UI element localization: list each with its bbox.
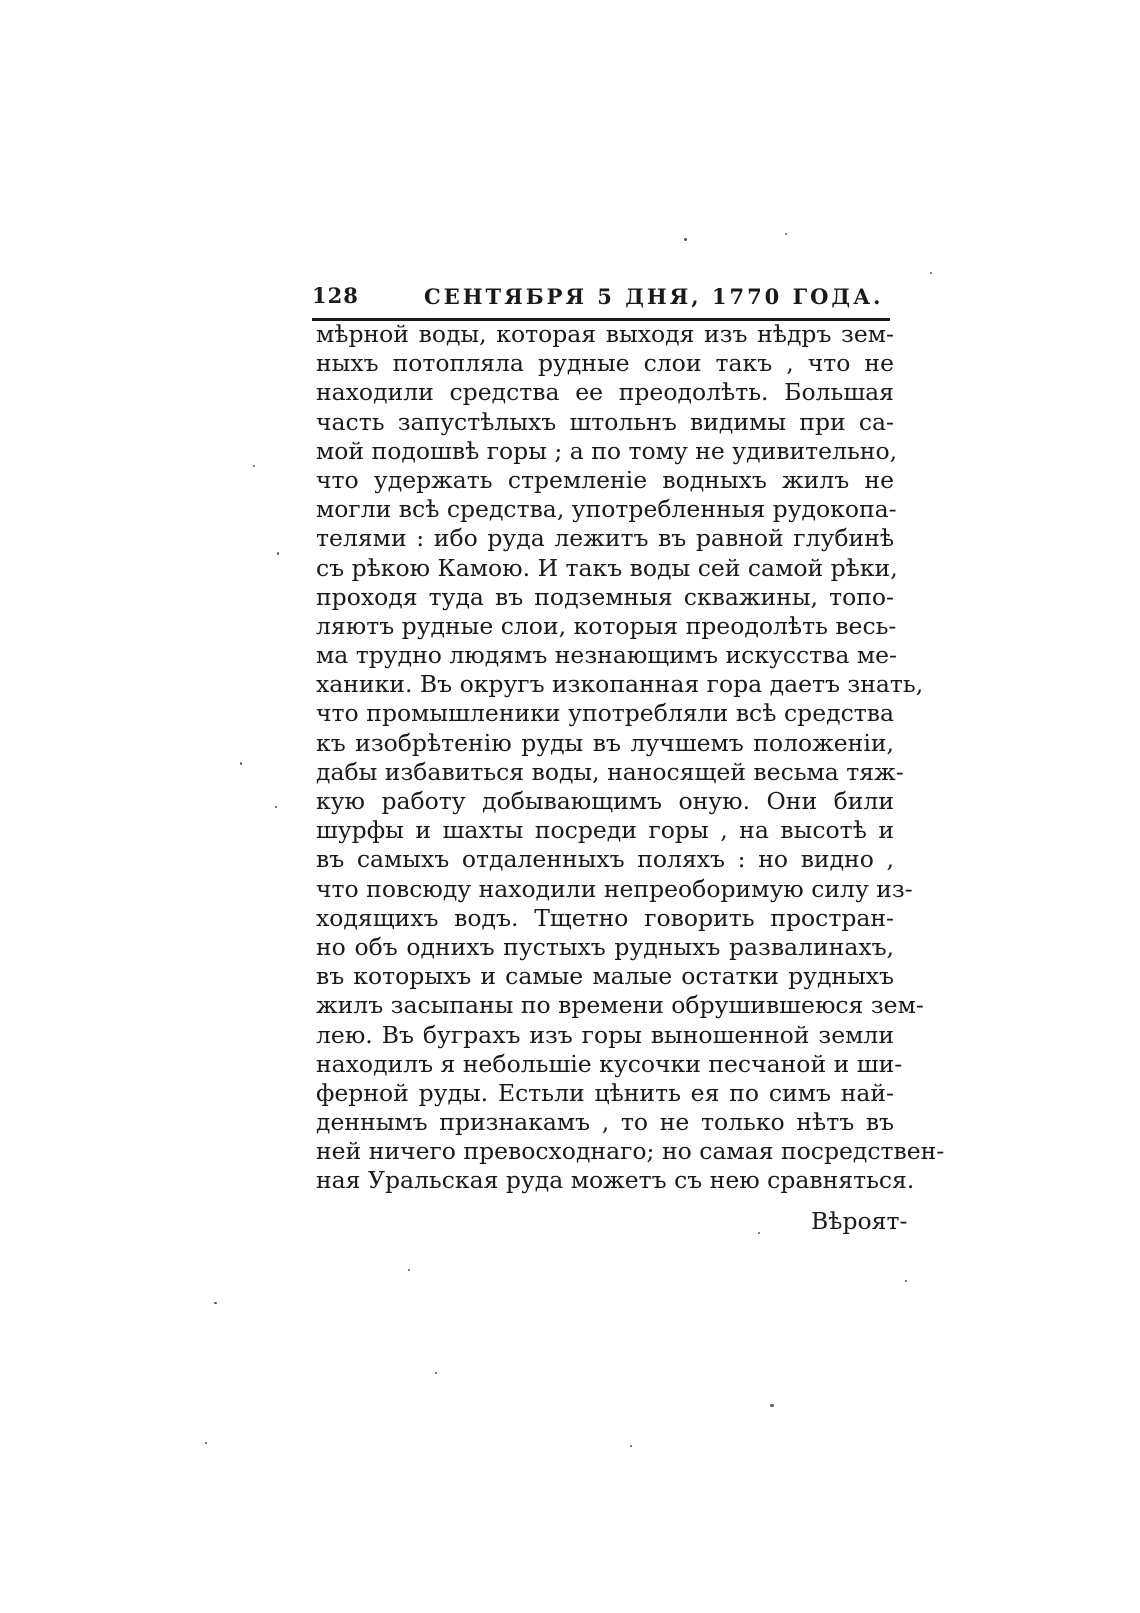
- scan-speck: [684, 238, 687, 241]
- text-line: ныхъ потопляла рудные слои такъ , что не: [316, 349, 894, 378]
- running-title: СЕНТЯБРЯ 5 ДНЯ, 1770 ГОДА.: [424, 284, 884, 309]
- text-line: что удержать стремленіе водныхъ жилъ не: [316, 465, 894, 494]
- scan-speck: [253, 465, 255, 467]
- scan-speck: [275, 806, 277, 808]
- scan-speck: [630, 1445, 632, 1447]
- text-line: ханики. Въ округъ изкопанная гора даетъ знать,: [316, 670, 924, 699]
- body-text: [316, 320, 945, 1196]
- text-line: находилъ я небольшіе кусочки песчаной и ши-: [316, 1049, 903, 1078]
- text-line: съ рѣкою Камою. И такъ воды сей самой рѣки,: [316, 553, 898, 582]
- scan-speck: [785, 233, 787, 235]
- text-line: ная Уральская руда можетъ съ нею сравняться.: [316, 1166, 915, 1195]
- scan-speck: [408, 1269, 410, 1271]
- text-line: лею. Въ буграхъ изъ горы выношенной земли: [316, 1020, 894, 1049]
- scan-speck: [758, 1232, 760, 1234]
- text-line: что повсюду находили непреоборимую силу из-: [316, 874, 913, 903]
- text-line: но объ однихъ пустыхъ рудныхъ развалинахъ,: [316, 932, 894, 961]
- text-line: ма трудно людямъ незнающимъ искусства ме-: [316, 641, 897, 670]
- scan-speck: [435, 1372, 437, 1374]
- text-line: жилъ засыпаны по времени обрушившеюся зем-: [316, 991, 924, 1020]
- text-line: ферной руды. Естьли цѣнить ея по симъ най-: [316, 1078, 894, 1107]
- text-line: ходящихъ водъ. Тщетно говорить простран-: [316, 903, 894, 932]
- text-line: въ самыхъ отдаленныхъ поляхъ : но видно ,: [316, 845, 894, 874]
- text-line: ней ничего превосходнаго; но самая посредствен-: [316, 1137, 945, 1166]
- catchword: Вѣроят-: [811, 1207, 908, 1235]
- text-line: телями : ибо руда лежитъ въ равной глубинѣ: [316, 524, 894, 553]
- scan-speck: [277, 552, 279, 555]
- scan-speck: [240, 762, 242, 765]
- text-line: шурфы и шахты посреди горы , на высотѣ и: [316, 816, 894, 845]
- text-line: къ изобрѣтенію руды въ лучшемъ положеніи,: [316, 728, 894, 757]
- text-line: находили средства ее преодолѣть. Большая: [316, 378, 894, 407]
- scan-speck: [930, 272, 932, 274]
- text-line: кую работу добывающимъ оную. Они били: [316, 787, 894, 815]
- scan-speck: [770, 1404, 774, 1407]
- text-line: часть запустѣлыхъ штольнъ видимы при са-: [316, 407, 894, 436]
- running-head: [312, 283, 892, 313]
- text-line: что промышленики употребляли всѣ средства: [316, 699, 894, 728]
- text-line: дабы избавиться воды, наносящей весьма тяж-: [316, 757, 904, 786]
- text-line: въ которыхъ и самые малые остатки рудныхъ: [316, 962, 894, 991]
- text-line: мѣрной воды, которая выходя изъ нѣдръ зем-: [316, 320, 894, 348]
- scan-speck: [205, 1442, 207, 1444]
- text-line: мой подошвѣ горы ; а по тому не удивительно,: [316, 436, 898, 465]
- scan-speck: [214, 1302, 217, 1304]
- text-line: деннымъ признакамъ , то не только нѣтъ въ: [316, 1108, 894, 1137]
- page-number: 128: [312, 283, 359, 308]
- text-line: проходя туда въ подземныя скважины, топо-: [316, 582, 894, 611]
- text-line: могли всѣ средства, употребленныя рудокопа-: [316, 495, 897, 524]
- text-line: ляютъ рудные слои, которыя преодолѣть весь-: [316, 611, 897, 640]
- scan-speck: [905, 1280, 907, 1282]
